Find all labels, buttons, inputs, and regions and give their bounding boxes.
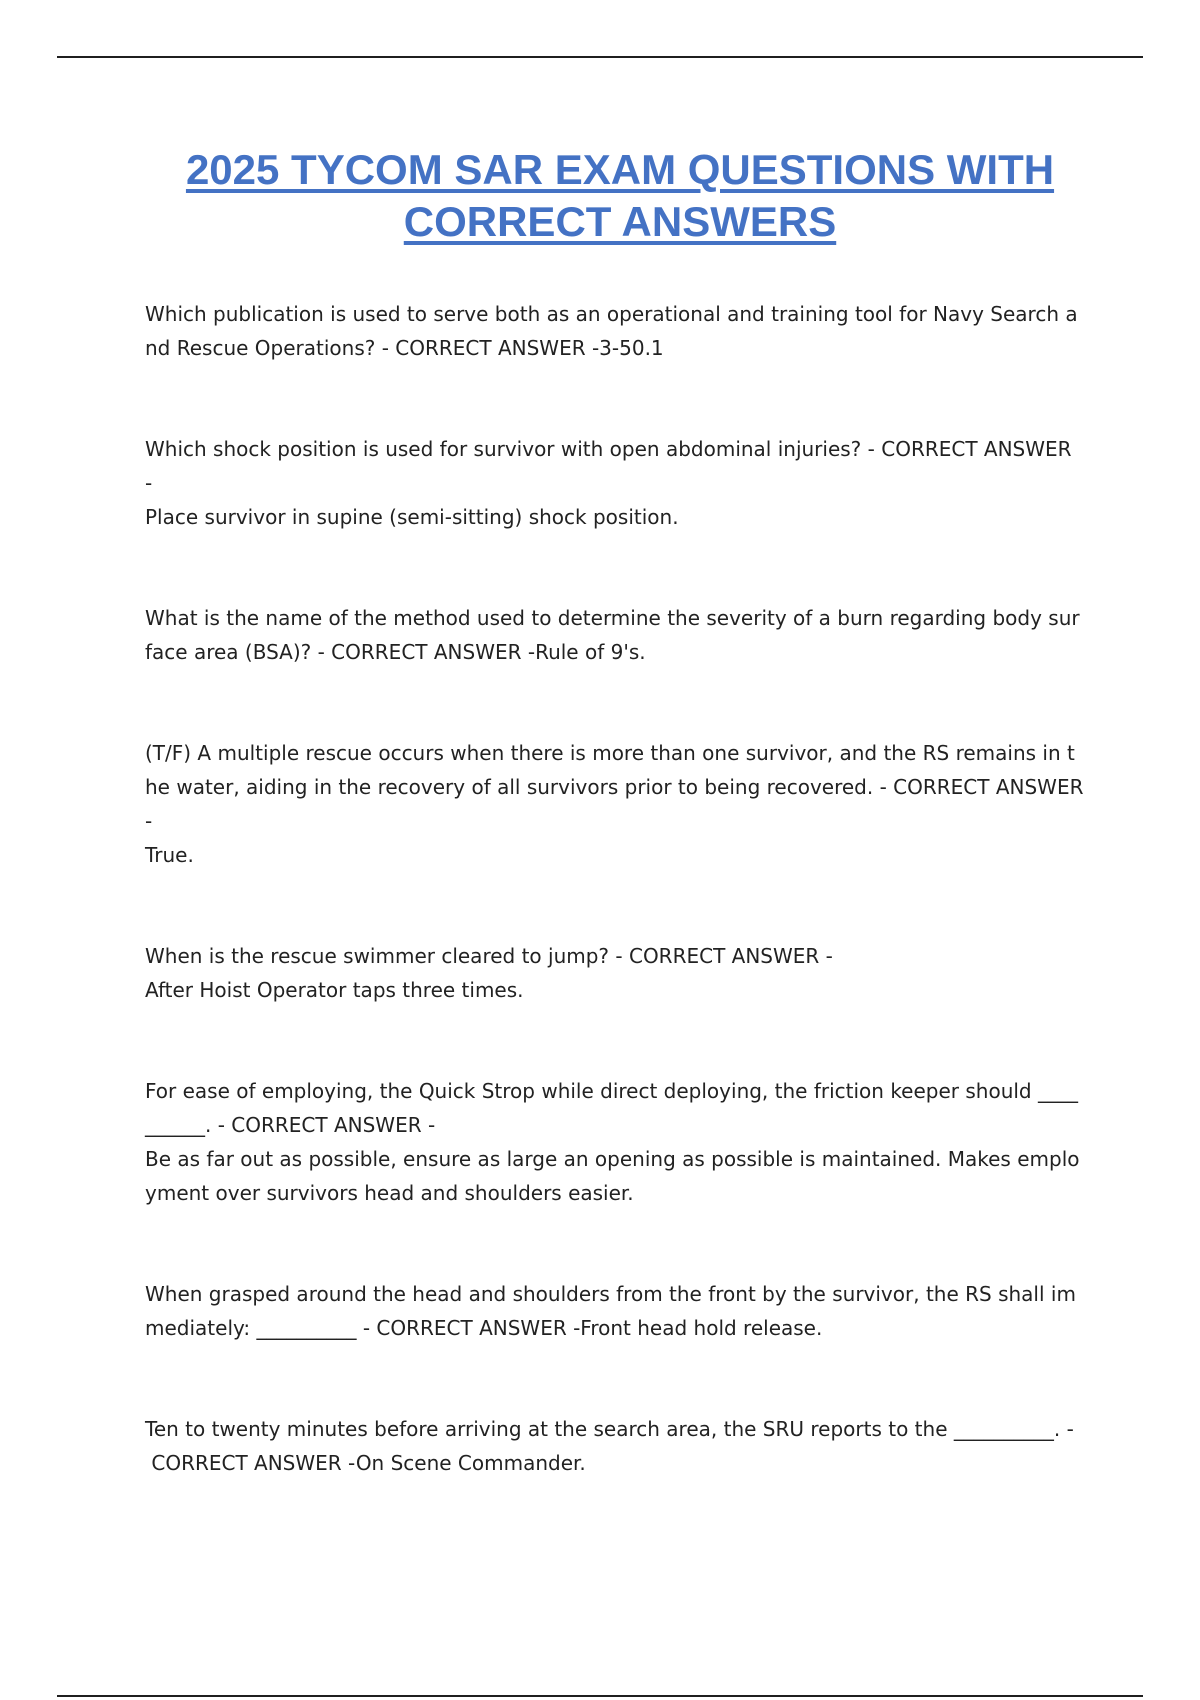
qa-item: For ease of employing, the Quick Strop while direct deploying, the friction keeper should __________. - CORRECT ANSWER - Be as far out as possible, ensure as large an opening as possible is maintained. Makes employment over survivors head and shoulders easier. <box>145 1079 1080 1205</box>
qa-item: (T/F) A multiple rescue occurs when there is more than one survivor, and the RS remains in the water, aiding in the recovery of all survivors prior to being recovered. - CORRECT ANSWER - True. <box>145 741 1084 867</box>
qa-item: What is the name of the method used to determine the severity of a burn regarding body surface area (BSA)? - CORRECT ANSWER -Rule of 9's. <box>145 606 1080 664</box>
qa-item: When is the rescue swimmer cleared to jump? - CORRECT ANSWER - After Hoist Operator taps three times. <box>145 944 833 1002</box>
qa-item: Which publication is used to serve both as an operational and training tool for Navy Search and Rescue Operations? - CORRECT ANSWER -3-50.1 <box>145 302 1078 360</box>
qa-item: Ten to twenty minutes before arriving at the search area, the SRU reports to the __________. - CORRECT ANSWER -On Scene Commander. <box>145 1417 1074 1475</box>
qa-item: When grasped around the head and shoulders from the front by the survivor, the RS shall immediately: __________ - CORRECT ANSWER -Front head hold release. <box>145 1282 1076 1340</box>
qa-item: Which shock position is used for survivor with open abdominal injuries? - CORRECT ANSWER - Place survivor in supine (semi-sitting) shock position. <box>145 437 1072 529</box>
document-title: 2025 TYCOM SAR EXAM QUESTIONS WITH CORRECT ANSWERS <box>185 146 1055 245</box>
header-rule <box>57 56 1143 58</box>
qa-list <box>145 297 1085 1480</box>
footer-rule <box>57 1695 1143 1697</box>
